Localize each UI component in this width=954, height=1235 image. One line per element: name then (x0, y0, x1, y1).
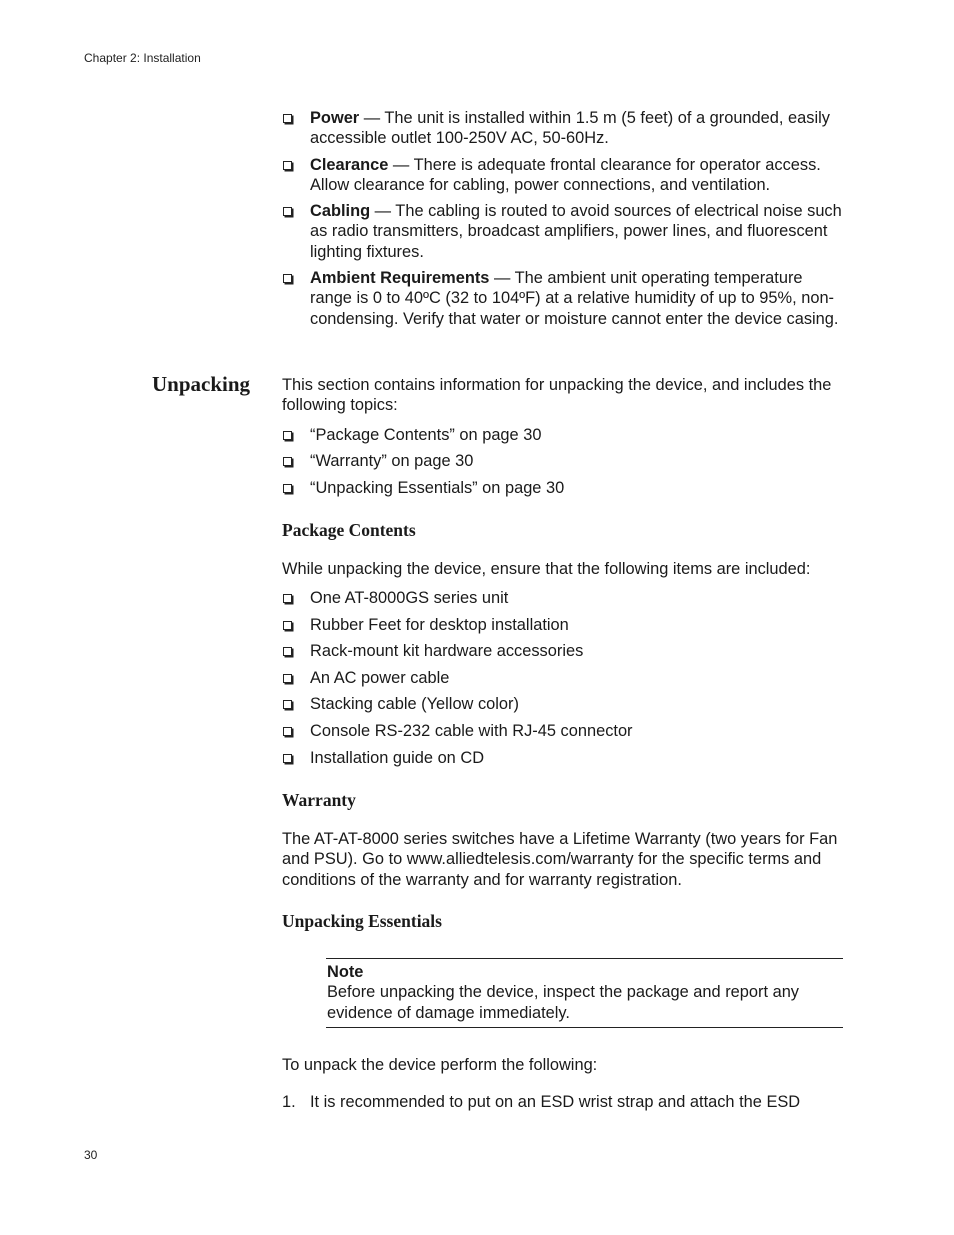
subsection-heading: Package Contents (282, 520, 416, 540)
list-item (282, 451, 847, 471)
term: Clearance (310, 155, 389, 174)
note-title: Note (327, 963, 364, 981)
checkbox-bullet-icon (283, 700, 292, 709)
checkbox-bullet-icon (283, 274, 292, 283)
site-requirements (282, 108, 847, 329)
procedure-intro (282, 1055, 847, 1075)
checkbox-bullet-icon (283, 647, 292, 656)
list-item (282, 588, 847, 608)
paragraph: The AT-AT-8000 series switches have a Lifetime Warranty (two years for Fan and PSU). Go to www.alliedtelesis.com/warranty for the specific terms and conditions of the warranty and for warranty registration. (282, 830, 838, 889)
note-text: Before unpacking the device, inspect the package and report any evidence of damage immediately. (327, 983, 799, 1022)
list-item (282, 425, 847, 445)
subsection-heading: Unpacking Essentials (282, 911, 442, 931)
procedure-step (282, 1092, 847, 1112)
checkbox-bullet-icon (283, 484, 292, 493)
step-text: It is recommended to put on an ESD wrist strap and attach the ESD (310, 1093, 801, 1111)
checkbox-bullet-icon (283, 727, 292, 736)
checkbox-bullet-icon (283, 674, 292, 683)
note-box (326, 958, 843, 1028)
warranty-text (282, 829, 847, 890)
list-item (282, 694, 847, 714)
term-description: — The ambient unit operating temperature range is 0 to 40ºC (32 to 104ºF) at a relative humidity of up to 95%, non-condensing. Verify that water or moisture cannot enter the device casing. (310, 269, 839, 328)
list-item (282, 478, 847, 498)
term: Ambient Requirements (310, 269, 490, 288)
item-text: Rubber Feet for desktop installation (310, 615, 569, 634)
package-items (282, 588, 847, 768)
subsection-heading: Warranty (282, 790, 356, 810)
checkbox-bullet-icon (283, 207, 292, 216)
paragraph: This section contains information for unpacking the device, and includes the following topics: (282, 376, 832, 415)
topic-link[interactable]: “Package Contents” on page 30 (310, 426, 542, 444)
list-item (282, 615, 847, 635)
checkbox-bullet-icon (283, 621, 292, 630)
term-description: — There is adequate frontal clearance for operator access. Allow clearance for cabling, power connections, and ventilation. (310, 155, 821, 194)
list-item (282, 748, 847, 768)
topic-link[interactable]: “Warranty” on page 30 (310, 452, 474, 471)
item-text: One AT-8000GS series unit (310, 589, 509, 607)
running-header: Chapter 2: Installation (84, 51, 201, 65)
step-number: 1. (282, 1093, 296, 1111)
unpacking-intro (282, 375, 847, 416)
item-text: Installation guide on CD (310, 748, 485, 767)
term: Power (310, 109, 360, 127)
list-item (282, 721, 847, 741)
package-contents-intro (282, 559, 847, 579)
item-text: Rack-mount kit hardware accessories (310, 642, 584, 661)
section-heading: Unpacking (152, 372, 251, 396)
paragraph: While unpacking the device, ensure that the following items are included: (282, 560, 811, 578)
list-item (282, 108, 847, 149)
checkbox-bullet-icon (283, 161, 292, 170)
topic-list (282, 425, 847, 498)
item-text: An AC power cable (310, 668, 450, 687)
checkbox-bullet-icon (283, 754, 292, 763)
term-description: — The cabling is routed to avoid sources of electrical noise such as radio transmitters, broadcast amplifiers, power lines, and fluorescent lighting fixtures. (310, 202, 842, 261)
checkbox-bullet-icon (283, 594, 292, 603)
checkbox-bullet-icon (283, 431, 292, 440)
procedure-steps (282, 1092, 847, 1112)
list-item (282, 201, 847, 262)
paragraph: To unpack the device perform the following: (282, 1056, 598, 1074)
list-item (282, 268, 847, 329)
list-item (282, 155, 847, 196)
list-item (282, 668, 847, 688)
checkbox-bullet-icon (283, 114, 292, 123)
term-description: — The unit is installed within 1.5 m (5 feet) of a grounded, easily accessible outlet 100-250V AC, 50-60Hz. (310, 109, 830, 148)
page-number: 30 (84, 1148, 98, 1162)
item-text: Console RS-232 cable with RJ-45 connector (310, 721, 633, 740)
topic-link[interactable]: “Unpacking Essentials” on page 30 (310, 478, 565, 497)
checkbox-bullet-icon (283, 457, 292, 466)
list-item (282, 641, 847, 661)
term: Cabling (310, 202, 371, 221)
item-text: Stacking cable (Yellow color) (310, 695, 519, 714)
